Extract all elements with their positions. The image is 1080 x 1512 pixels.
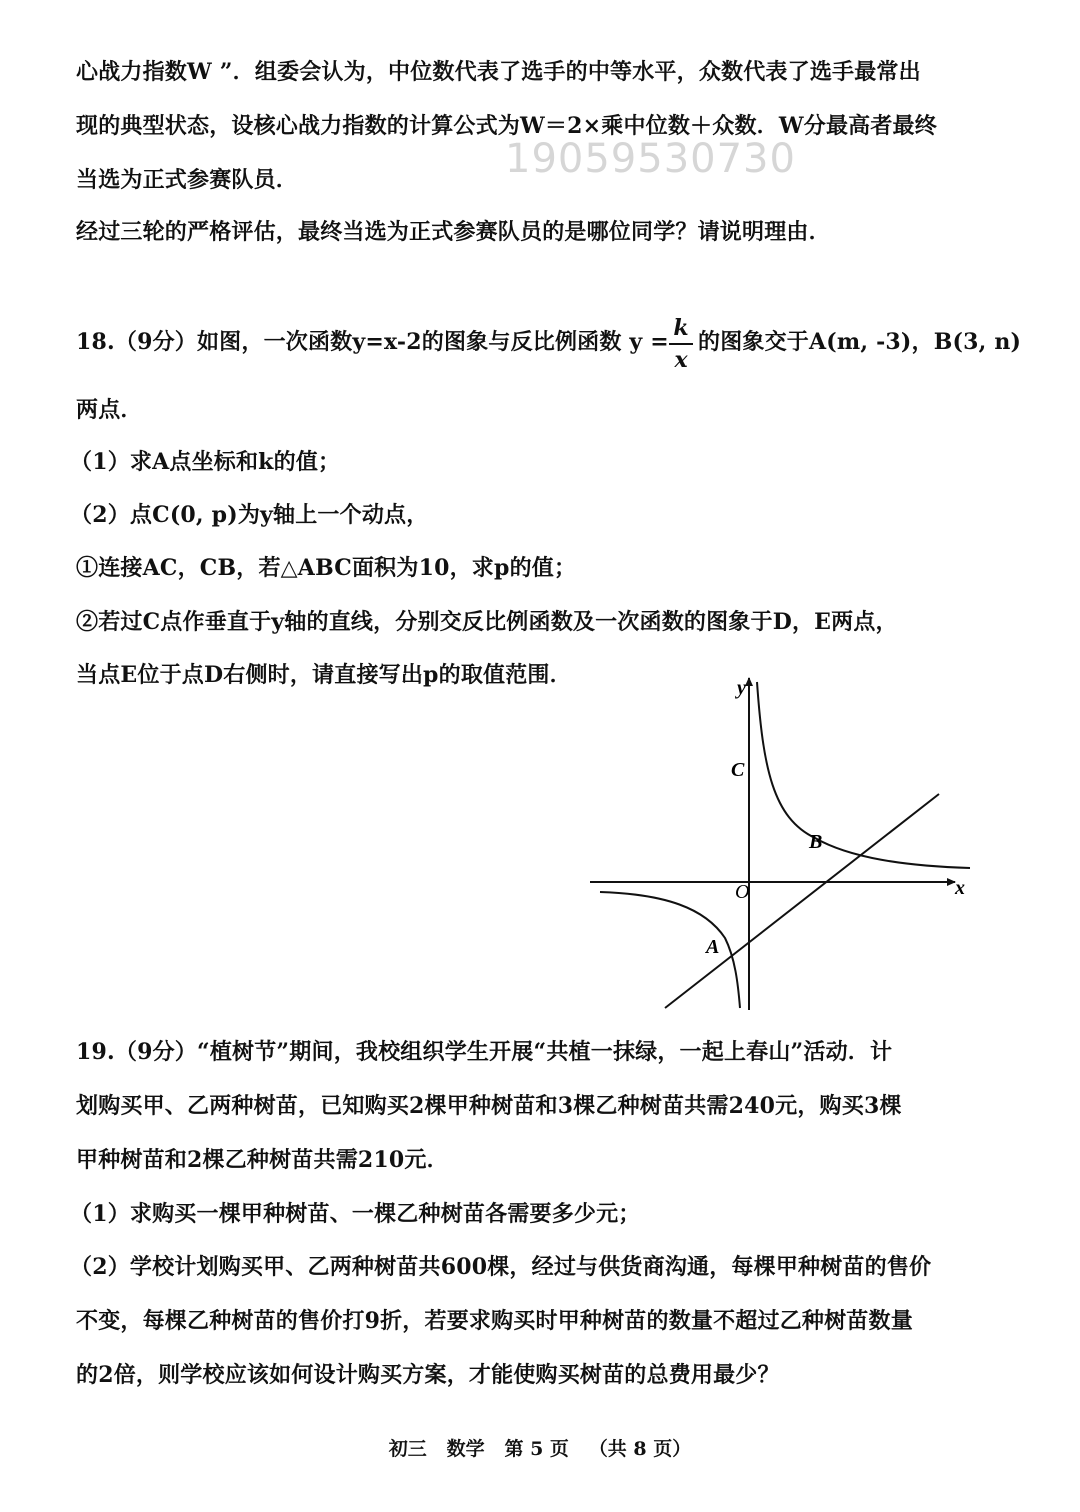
p19-text-line-3: 甲种树苗和2棵乙种树苗共需210元． [76,1147,449,1173]
p18-intro-line-2: 两点． [76,397,143,423]
p18-fraction-k-over-x [669,316,693,372]
point-a-label: A [706,936,720,958]
p19-question-2-line-3: 的2倍，则学校应该如何设计购买方案，才能使购买树苗的总费用最少？ [76,1362,780,1388]
p18-question-2: （2）点C(0, p)为y轴上一个动点， [70,502,429,528]
fraction-denominator: x [674,347,688,373]
hyperbola-branch-upper [757,682,970,868]
p17-question: 经过三轮的严格评估，最终当选为正式参赛队员的是哪位同学？请说明理由． [76,219,831,245]
p18-question-2b-line-1: ②若过C点作垂直于y轴的直线，分别交反比例函数及一次函数的图象于D，E两点， [76,609,898,635]
fraction-bar [669,343,693,345]
p17-text-line-3: 当选为正式参赛队员． [76,167,299,193]
p19-text-line-2: 划购买甲、乙两种树苗，已知购买2棵甲种树苗和3棵乙种树苗共需240元，购买3棵 [76,1093,902,1119]
origin-label: O [735,881,750,903]
p18-intro-part-b: 的图象交于A(m, -3)，B(3, n) [698,329,1022,355]
p19-text-line-1: 19.（9分）“植树节”期间，我校组织学生开展“共植一抹绿，一起上春山”活动．计 [76,1039,893,1065]
p19-question-2-line-2: 不变，每棵乙种树苗的售价打9折，若要求购买时甲种树苗的数量不超过乙种树苗数量 [76,1308,913,1334]
p18-question-1: （1）求A点坐标和k的值； [70,449,341,475]
fraction-numerator: k [673,315,689,341]
linear-function-line [665,794,939,1008]
phone-watermark: 19059530730 [505,136,796,182]
p18-intro-part-a: 18.（9分）如图，一次函数y=x-2的图象与反比例函数 y = [76,329,669,355]
p17-text-line-1: 心战力指数W ”．组委会认为，中位数代表了选手的中等水平，众数代表了选手最常出 [76,59,921,85]
p18-question-2b-line-2: 当点E位于点D右侧时，请直接写出p的取值范围． [76,662,572,688]
page-footer: 初三 数学 第 5 页 （共 8 页） [388,1438,692,1460]
x-axis-label: x [955,877,965,899]
p19-question-2-line-1: （2）学校计划购买甲、乙两种树苗共600棵，经过与供货商沟通，每棵甲种树苗的售价 [70,1254,932,1280]
point-b-label: B [809,831,823,853]
p17-text-line-2: 现的典型状态，设核心战力指数的计算公式为W＝2×乘中位数＋众数．W分最高者最终 [76,113,937,139]
y-axis-label: y [737,677,746,699]
p19-question-1: （1）求购买一棵甲种树苗、一棵乙种树苗各需要多少元； [70,1201,641,1227]
p18-question-2a: ①连接AC，CB，若△ABC面积为10，求p的值； [76,555,577,581]
function-graph [585,668,980,1018]
point-c-label: C [731,759,745,781]
